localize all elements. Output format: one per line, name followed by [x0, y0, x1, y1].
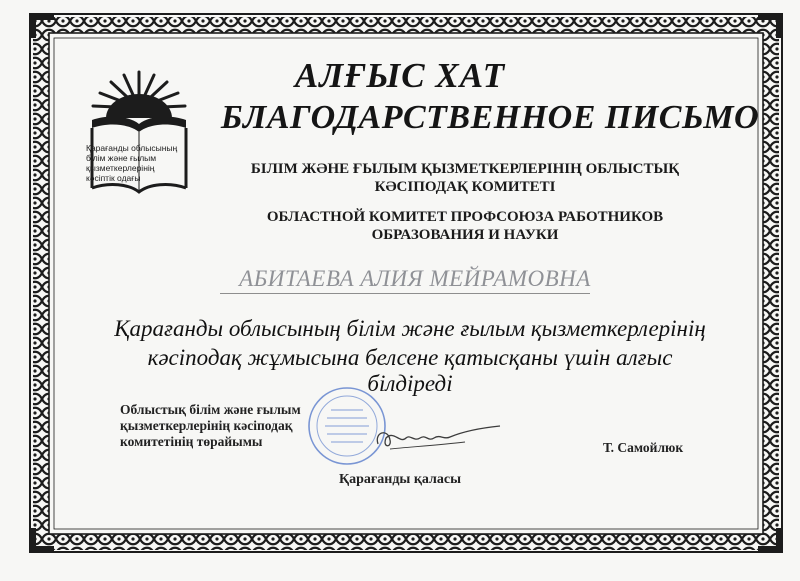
signer-name: Т. Самойлюк [603, 440, 684, 455]
recipient-name: АБИТАЕВА АЛИЯ МЕЙРАМОВНА [239, 266, 591, 291]
city-name: Қарағанды қаласы [338, 472, 462, 487]
signer-position-line: Облыстық білім және ғылым [120, 402, 301, 417]
logo-caption [86, 143, 190, 183]
signer-position [120, 402, 360, 450]
organisation-line: КӘСІПОДАҚ КОМИТЕТІ [374, 179, 556, 195]
logo-caption-line: білім және ғылым [86, 153, 157, 163]
logo-caption-line: Қарағанды облысының [86, 143, 178, 153]
organisation-line: ОБРАЗОВАНИЯ И НАУКИ [371, 227, 559, 243]
signature-image [370, 418, 510, 458]
gratitude-text-line: Қарағанды облысының білім және ғылым қызметкерлерінің [114, 316, 706, 341]
logo-caption-line: қызметкерлерінің [86, 163, 155, 173]
logo-caption-line: кәсіптік одағы [86, 173, 141, 183]
recipient-underline [220, 293, 590, 294]
title-russian: БЛАГОДАРСТВЕННОЕ ПИСЬМО [220, 99, 760, 136]
organisation-kazakh [185, 160, 745, 196]
signer-position-line: қызметкерлерінің кәсіподақ [120, 418, 293, 433]
signer-position-line: комитетінің төрайымы [120, 434, 263, 449]
title-kazakh: АЛҒЫС ХАТ [294, 56, 506, 95]
organisation-russian [185, 208, 745, 244]
organisation-line: ОБЛАСТНОЙ КОМИТЕТ ПРОФСОЮЗА РАБОТНИКОВ [266, 209, 664, 225]
gratitude-text-line: кәсіподақ жұмысына белсене қатысқаны үшін алғыс білдіреді [147, 345, 673, 396]
organisation-line: БІЛІМ ЖӘНЕ ҒЫЛЫМ ҚЫЗМЕТКЕРЛЕРІНІҢ ОБЛЫСТЫҚ [250, 161, 680, 177]
